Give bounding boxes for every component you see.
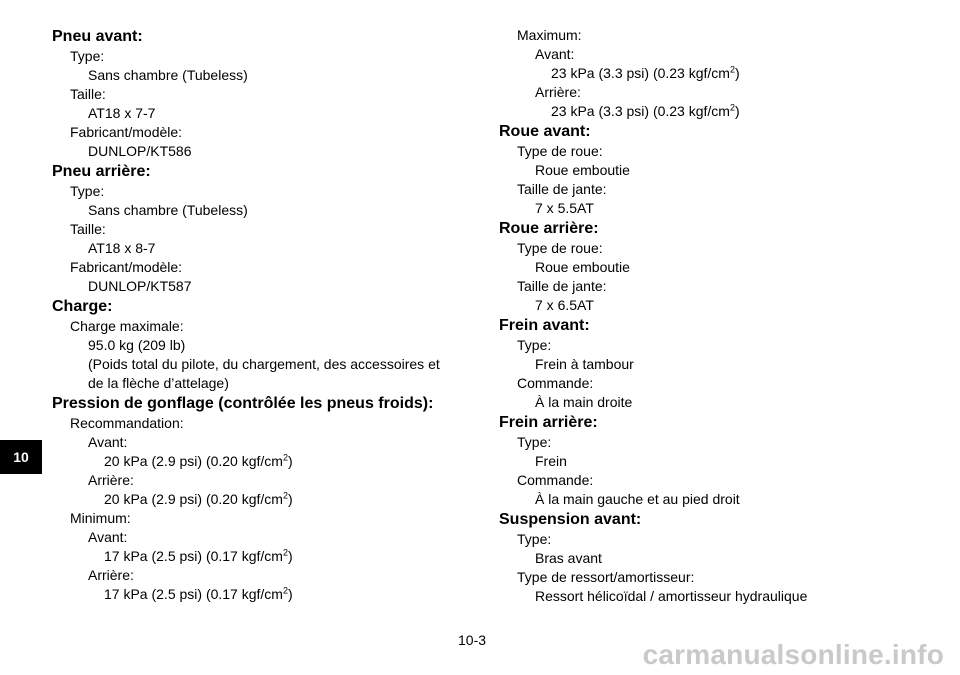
chapter-tab: 10 <box>0 440 42 474</box>
close-paren: ) <box>287 548 293 564</box>
superscript: 2 <box>282 585 288 596</box>
label-type: Type: <box>517 337 552 353</box>
value-min-avant <box>52 547 472 566</box>
label-taille: Taille: <box>70 221 106 237</box>
label-commande: Commande: <box>517 472 594 488</box>
value-text: 20 kPa (2.9 psi) (0.20 kgf/cm <box>104 491 283 507</box>
label-rec-arriere: Arrière: <box>88 472 134 488</box>
heading-charge: Charge: <box>52 298 113 315</box>
value-taille: AT18 x 8-7 <box>88 240 156 256</box>
page-number: 10-3 <box>458 632 487 648</box>
heading-suspension-avant: Suspension avant: <box>499 511 642 528</box>
value-text: 23 kPa (3.3 psi) (0.23 kgf/cm <box>551 103 730 119</box>
section-suspension-avant <box>499 509 919 606</box>
close-paren: ) <box>287 586 293 602</box>
label-max-arriere: Arrière: <box>535 84 581 100</box>
value-min-arriere <box>52 585 472 604</box>
label-type-roue: Type de roue: <box>517 240 603 256</box>
heading-pneu-arriere: Pneu arrière: <box>52 163 151 180</box>
value-text: 17 kPa (2.5 psi) (0.17 kgf/cm <box>104 586 283 602</box>
value-ressort: Ressort hélicoïdal / amortisseur hydraulique <box>535 588 808 604</box>
label-type: Type: <box>517 434 552 450</box>
label-taille: Taille: <box>70 86 106 102</box>
value-commande: À la main droite <box>535 394 633 410</box>
label-type: Type: <box>70 183 105 199</box>
value-type: Frein <box>535 453 567 469</box>
section-charge <box>52 296 472 393</box>
value-type-roue: Roue emboutie <box>535 259 630 275</box>
value-commande: À la main gauche et au pied droit <box>535 491 740 507</box>
label-min-arriere: Arrière: <box>88 567 134 583</box>
value-type-roue: Roue emboutie <box>535 162 630 178</box>
value-charge-maximale: 95.0 kg (209 lb) <box>88 337 186 353</box>
label-rec-avant: Avant: <box>88 434 128 450</box>
value-max-avant <box>499 64 919 83</box>
value-fabricant: DUNLOP/KT587 <box>88 278 192 294</box>
label-charge-maximale: Charge maximale: <box>70 318 184 334</box>
superscript: 2 <box>282 490 288 501</box>
section-roue-avant <box>499 121 919 218</box>
label-recommandation: Recommandation: <box>70 415 184 431</box>
value-type: Frein à tambour <box>535 356 634 372</box>
label-taille-jante: Taille de jante: <box>517 181 607 197</box>
section-pneu-avant <box>52 26 472 161</box>
section-pression <box>52 393 472 604</box>
value-taille: AT18 x 7-7 <box>88 105 156 121</box>
label-max-avant: Avant: <box>535 46 575 62</box>
heading-pression: Pression de gonflage (contrôlée les pneus froids): <box>52 395 434 412</box>
label-type: Type: <box>70 48 105 64</box>
superscript: 2 <box>729 64 735 75</box>
heading-roue-arriere: Roue arrière: <box>499 220 599 237</box>
heading-pneu-avant: Pneu avant: <box>52 28 143 45</box>
label-fabricant: Fabricant/modèle: <box>70 124 183 140</box>
value-taille-jante: 7 x 6.5AT <box>535 297 594 313</box>
section-pneu-arriere <box>52 161 472 296</box>
close-paren: ) <box>287 453 293 469</box>
label-fabricant: Fabricant/modèle: <box>70 259 183 275</box>
section-frein-arriere <box>499 412 919 509</box>
superscript: 2 <box>729 102 735 113</box>
section-frein-avant <box>499 315 919 412</box>
label-commande: Commande: <box>517 375 594 391</box>
label-minimum: Minimum: <box>70 510 131 526</box>
label-taille-jante: Taille de jante: <box>517 278 607 294</box>
value-rec-avant <box>52 452 472 471</box>
close-paren: ) <box>734 65 740 81</box>
label-min-avant: Avant: <box>88 529 128 545</box>
value-type: Sans chambre (Tubeless) <box>88 67 248 83</box>
label-ressort: Type de ressort/amortisseur: <box>517 569 695 585</box>
heading-roue-avant: Roue avant: <box>499 123 591 140</box>
value-taille-jante: 7 x 5.5AT <box>535 200 594 216</box>
value-max-arriere <box>499 102 919 121</box>
note-line-2: de la flèche d’attelage) <box>88 375 229 391</box>
label-maximum: Maximum: <box>517 27 582 43</box>
value-text: 23 kPa (3.3 psi) (0.23 kgf/cm <box>551 65 730 81</box>
label-type-roue: Type de roue: <box>517 143 603 159</box>
value-text: 20 kPa (2.9 psi) (0.20 kgf/cm <box>104 453 283 469</box>
section-roue-arriere <box>499 218 919 315</box>
note-line-1: (Poids total du pilote, du chargement, des accessoires et <box>88 356 440 372</box>
superscript: 2 <box>282 547 288 558</box>
left-column <box>52 26 472 604</box>
value-type: Bras avant <box>535 550 602 566</box>
close-paren: ) <box>287 491 293 507</box>
heading-frein-avant: Frein avant: <box>499 317 590 334</box>
close-paren: ) <box>734 103 740 119</box>
value-text: 17 kPa (2.5 psi) (0.17 kgf/cm <box>104 548 283 564</box>
right-column <box>499 26 919 606</box>
section-maximum <box>499 26 919 121</box>
superscript: 2 <box>282 452 288 463</box>
watermark: carmanualsonline.info <box>642 639 944 670</box>
value-fabricant: DUNLOP/KT586 <box>88 143 192 159</box>
value-type: Sans chambre (Tubeless) <box>88 202 248 218</box>
label-type: Type: <box>517 531 552 547</box>
value-rec-arriere <box>52 490 472 509</box>
heading-frein-arriere: Frein arrière: <box>499 414 598 431</box>
